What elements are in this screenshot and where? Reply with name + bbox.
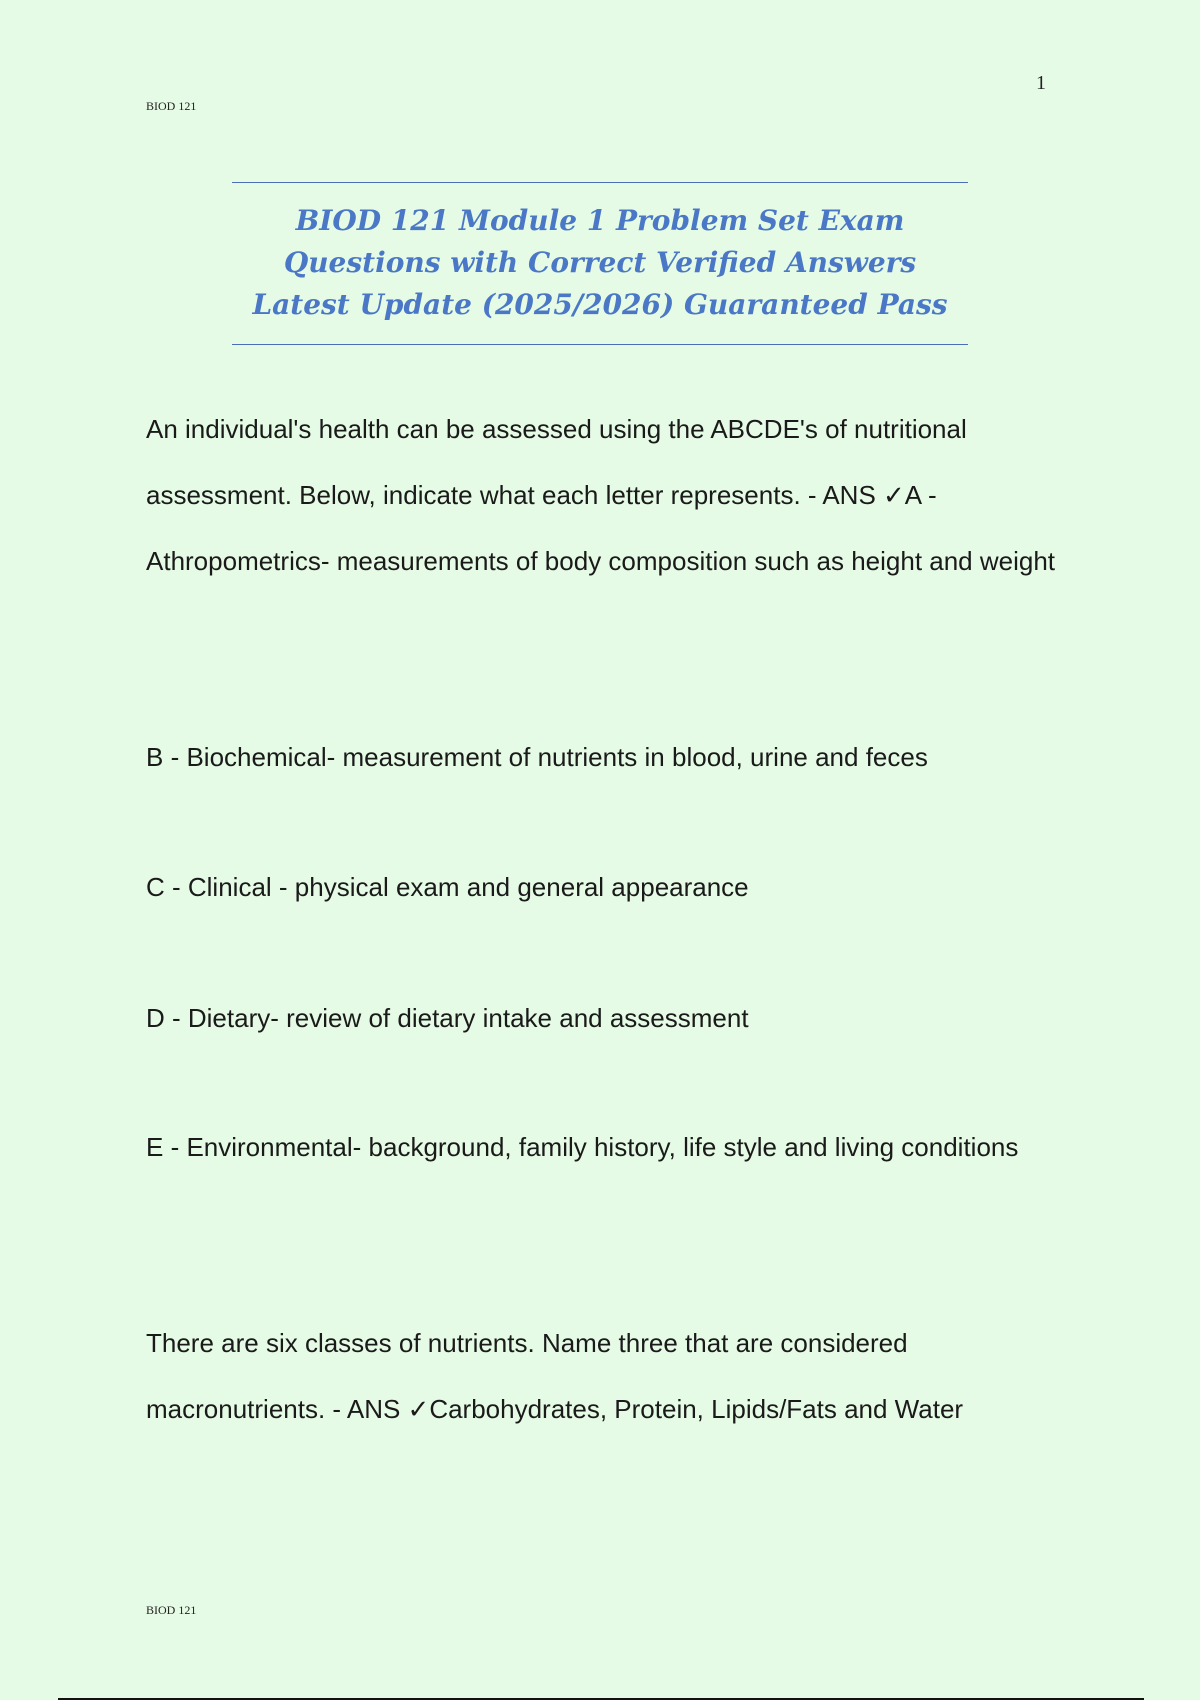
paragraph-environmental: E - Environmental- background, family history, life style and living conditions xyxy=(146,1132,1019,1162)
paragraph-dietary: D - Dietary- review of dietary intake and assessment xyxy=(146,1003,749,1033)
title-rule-top xyxy=(232,182,968,183)
paragraph-nutrient-classes: There are six classes of nutrients. Name three that are considered macronutrients. - ANS ✓Carbohydrates, Protein, Lipids/Fats and Water xyxy=(146,1328,964,1424)
paragraph-clinical: C - Clinical - physical exam and general appearance xyxy=(146,872,749,902)
paragraph-biochemical: B - Biochemical- measurement of nutrients in blood, urine and feces xyxy=(146,742,928,772)
title-rule-bottom xyxy=(232,344,968,345)
document-title: BIOD 121 Module 1 Problem Set Exam Questions with Correct Verified Answers Latest Update (2025/2026) Guaranteed Pass xyxy=(252,204,948,321)
running-header: BIOD 121 xyxy=(146,99,197,113)
page-number: 1 xyxy=(1036,72,1046,94)
running-footer: BIOD 121 xyxy=(146,1603,197,1617)
paragraph-abcde-intro: An individual's health can be assessed using the ABCDE's of nutritional assessment. Below, indicate what each letter represents. - ANS ✓A - Athropometrics- measurements of body composition such as height and weight xyxy=(146,414,1056,576)
